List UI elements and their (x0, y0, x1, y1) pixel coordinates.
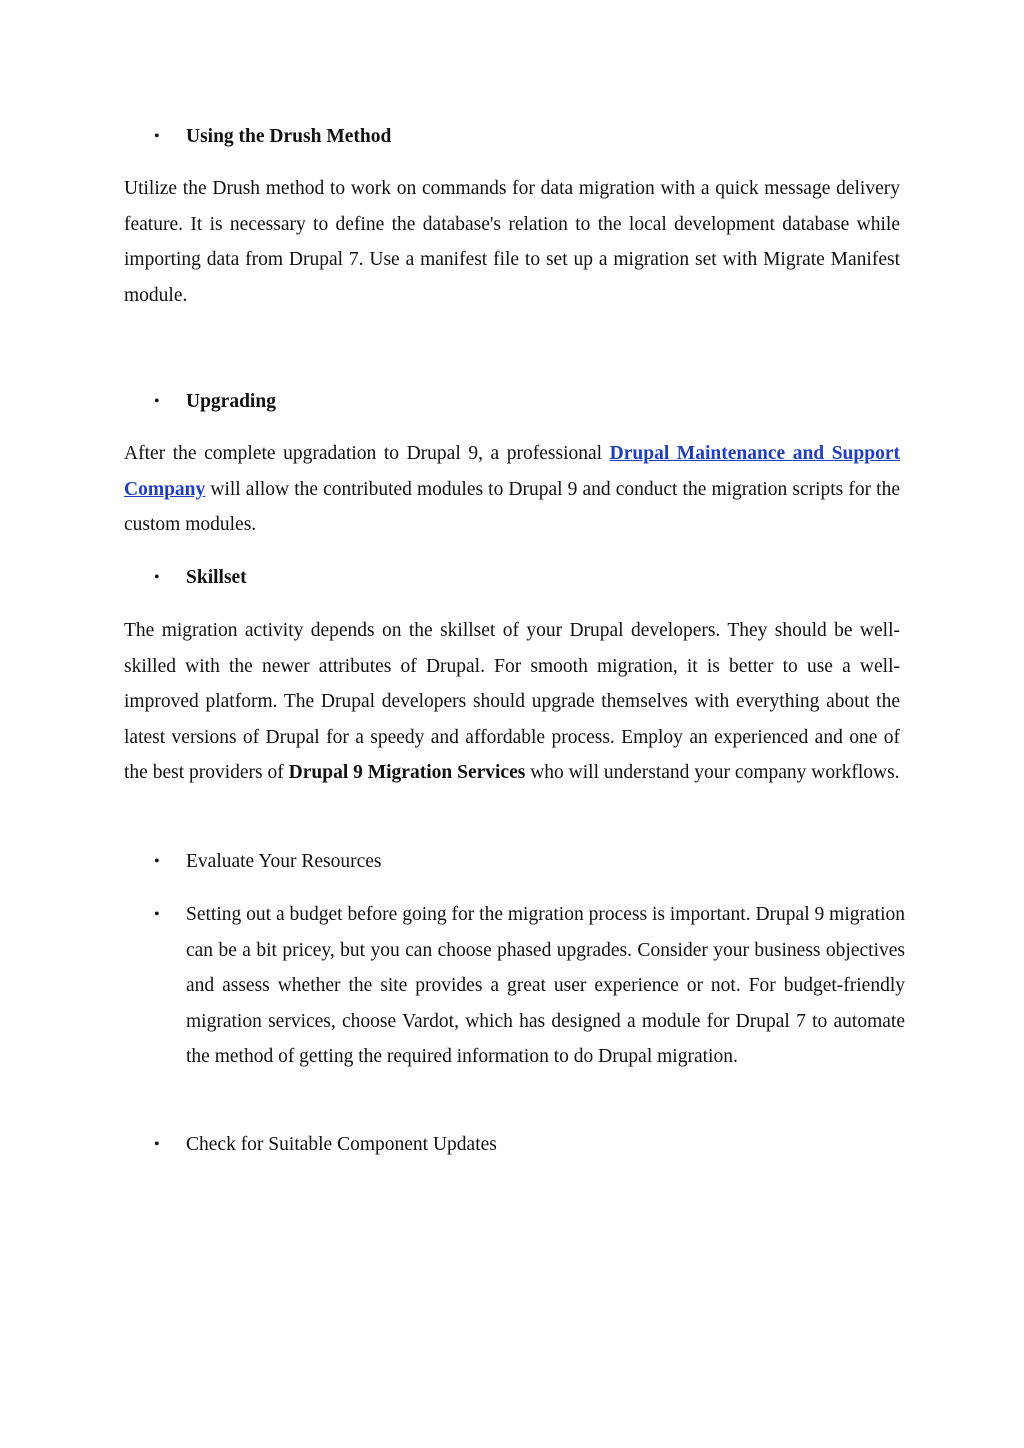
list-item-text: Setting out a budget before going for the migration process is important. Drupal 9 migration can be a bit pricey, but you can choose phased upgrades. Consider your business objectives and assess whether the site provides a great user experience or not. For budget-friendly migration services, choose Vardot, which has designed a module for Drupal 7 to automate the method of getting the required information to do Drupal migration. (186, 904, 905, 1068)
list-item-text: Evaluate Your Resources (186, 851, 382, 872)
heading-drush: Using the Drush Method (186, 126, 392, 147)
paragraph-skillset (124, 613, 900, 791)
bullet-heading-drush (124, 119, 905, 155)
bullet-heading-upgrading (124, 384, 905, 420)
bullet-glyph: • (154, 1136, 160, 1153)
paragraph-skillset-text-end: who will understand your company workflows. (525, 762, 900, 784)
bullet-glyph: • (154, 569, 160, 586)
bullet-glyph: • (154, 393, 160, 410)
bullet-glyph: • (154, 128, 160, 145)
heading-skillset: Skillset (186, 567, 247, 588)
list-item-evaluate (124, 844, 905, 880)
bullet-glyph: • (154, 853, 160, 870)
list-item-text: Check for Suitable Component Updates (186, 1134, 497, 1155)
paragraph-upgrading-text-end: will allow the contributed modules to Drupal 9 and conduct the migration scripts for the custom modules. (124, 478, 900, 536)
paragraph-drush: Utilize the Drush method to work on commands for data migration with a quick message delivery feature. It is necessary to define the database's relation to the local development database while importing data from Drupal 7. Use a manifest file to set up a migration set with Migrate Manifest module. (124, 178, 900, 306)
paragraph-upgrading (124, 436, 900, 543)
heading-upgrading: Upgrading (186, 391, 276, 412)
bullet-heading-skillset (124, 560, 905, 596)
paragraph-skillset-text-start: The migration activity depends on the skillset of your Drupal developers. They should be well-skilled with the newer attributes of Drupal. For smooth migration, it is better to use a well-improved platform. The Drupal developers should upgrade themselves with everything about the latest versions of Drupal for a speedy and affordable process. Employ an experienced and one of the best providers of (124, 620, 900, 784)
list-item-budget (124, 897, 905, 1075)
paragraph-upgrading-text-start: After the complete upgradation to Drupal 9, a professional (124, 443, 610, 464)
bullet-glyph: • (154, 906, 160, 923)
drupal-9-migration-services-text: Drupal 9 Migration Services (288, 762, 526, 784)
list-item-component-updates (124, 1127, 905, 1163)
drupal-maintenance-support-link[interactable]: Drupal Maintenance and Support Company (124, 443, 900, 500)
